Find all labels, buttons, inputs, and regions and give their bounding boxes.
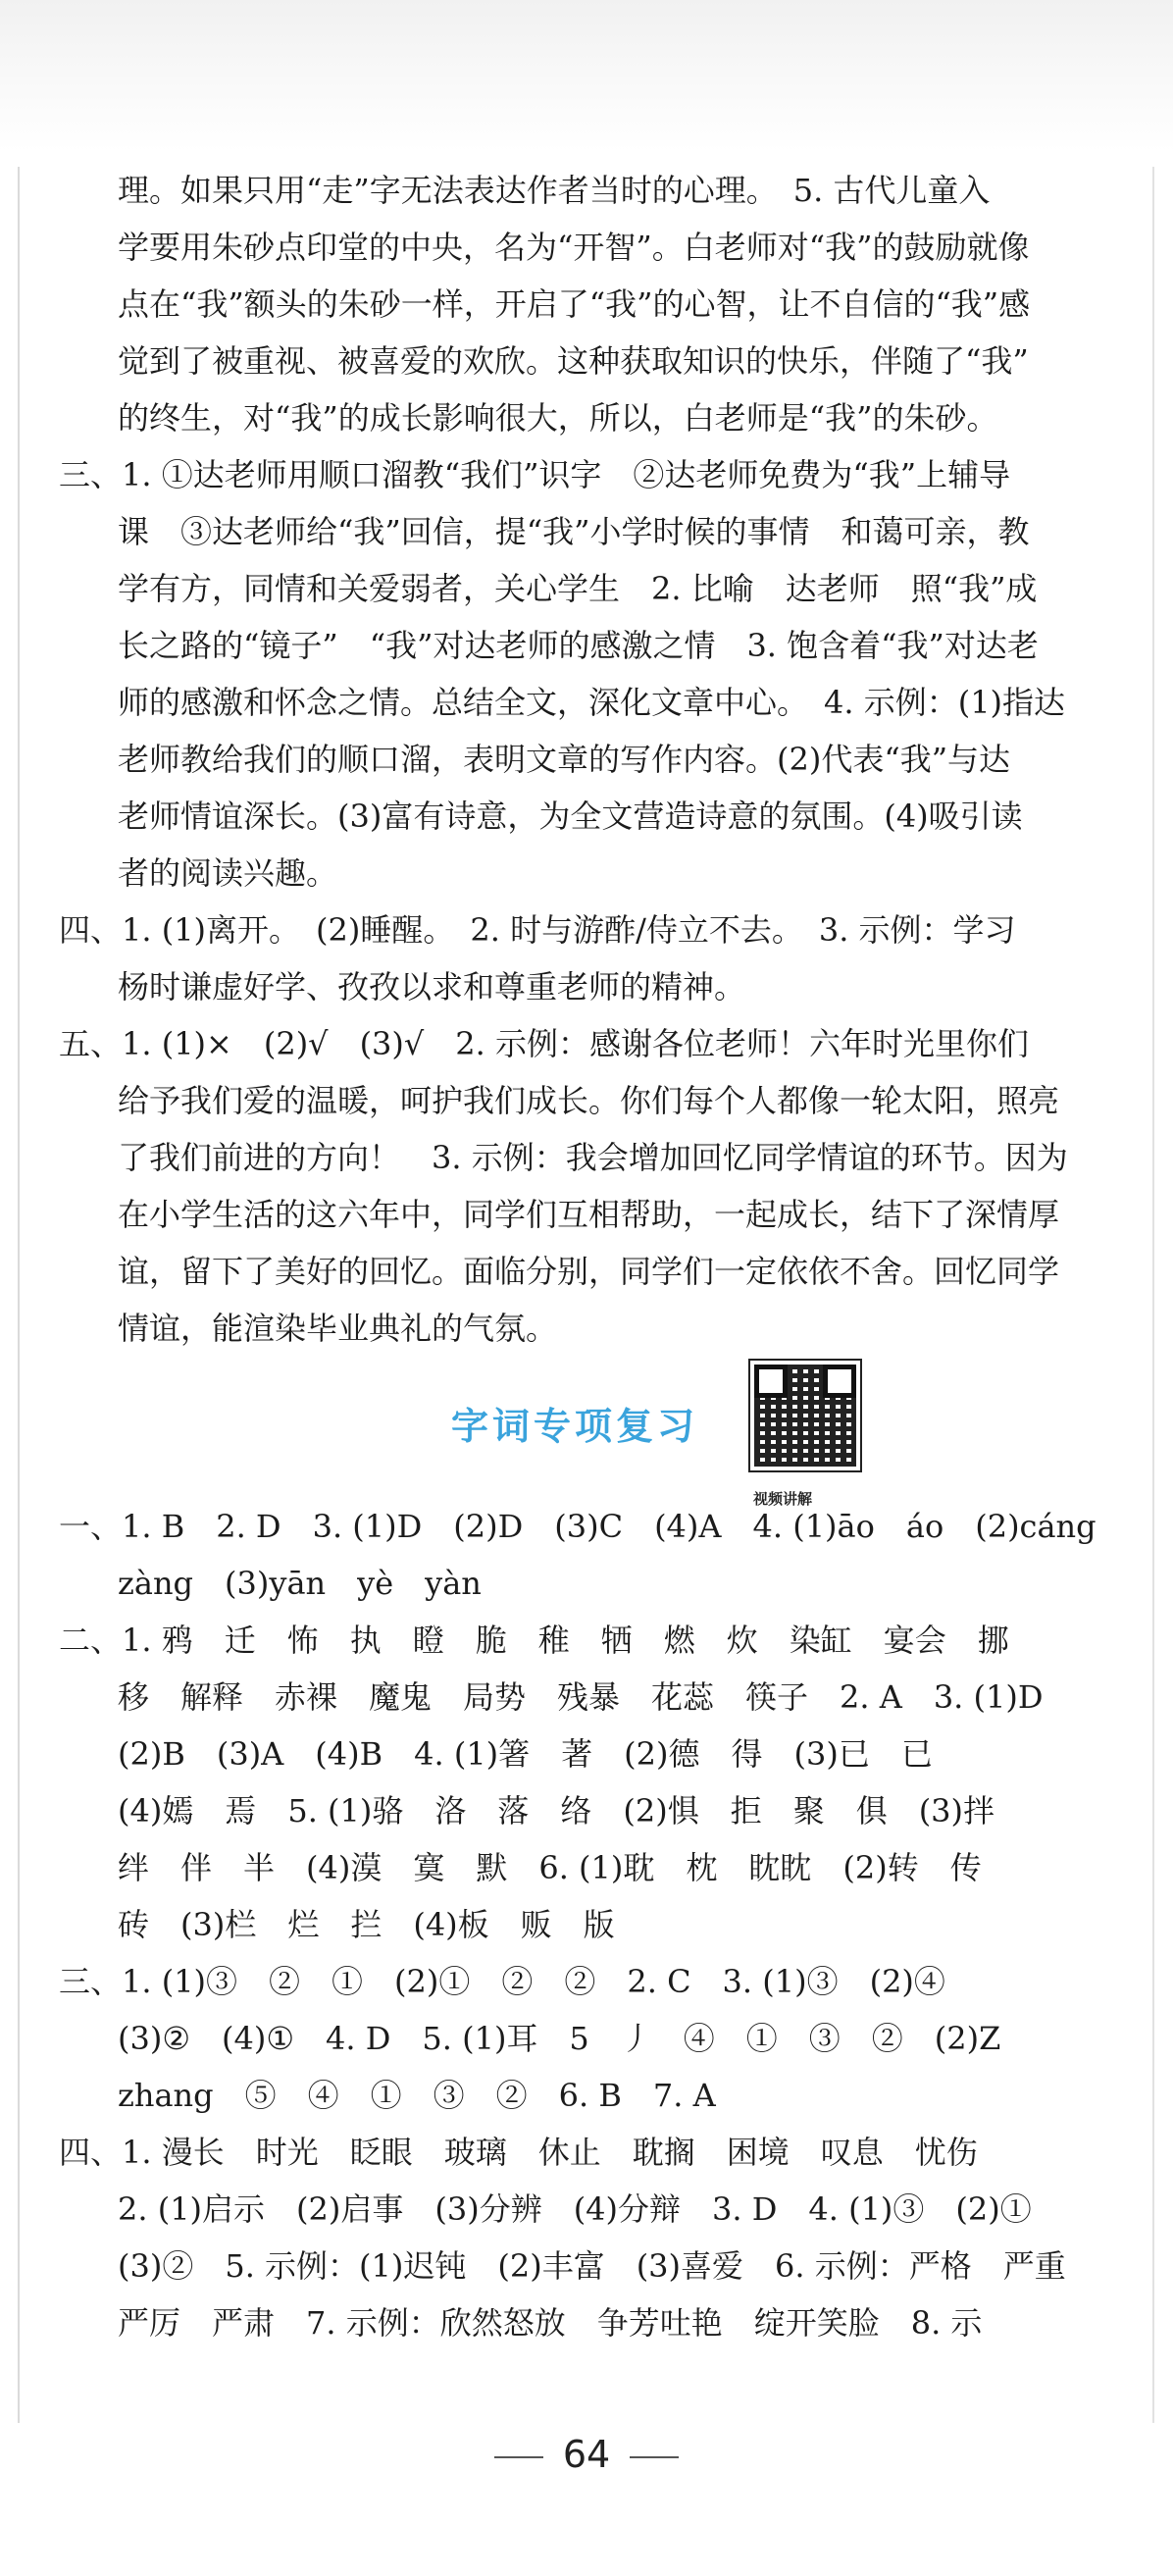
- text-line: 在小学生活的这六年中，同学们互相帮助，一起成长，结下了深情厚: [118, 1196, 1060, 1233]
- text-line: 绊 伴 半 (4)漠 寞 默 6. (1)耽 枕 眈眈 (2)转 传: [118, 1849, 982, 1886]
- text-line: zàng (3)yān yè yàn: [118, 1565, 482, 1602]
- text-line: 老师情谊深长。(3)富有诗意，为全文营造诗意的氛围。(4)吸引读: [118, 798, 1023, 835]
- section-header: [59, 1361, 1108, 1508]
- page-left-edge: [18, 167, 20, 2423]
- footer-dash-left: [494, 2456, 543, 2458]
- text-line: 师的感激和怀念之情。总结全文，深化文章中心。 4. 示例：(1)指达: [118, 684, 1066, 721]
- text-line: 情谊，能渲染毕业典礼的气氛。: [118, 1310, 558, 1347]
- text-line: (2)B (3)A (4)B 4. (1)箸 著 (2)德 得 (3)已 已: [118, 1735, 933, 1773]
- text-line: (3)② (4)① 4. D 5. (1)耳 5 丿 ④ ① ③ ② (2)Z: [118, 2020, 1001, 2057]
- text-line: zhang ⑤ ④ ① ③ ② 6. B 7. A: [118, 2077, 716, 2114]
- text-line: 了我们前进的方向！ 3. 示例：我会增加回忆同学情谊的环节。因为: [118, 1139, 1068, 1176]
- section-line: 五、1. (1)× (2)√ (3)√ 2. 示例：感谢各位老师！六年时光里你们: [59, 1025, 1029, 1062]
- text-line: 学要用朱砂点印堂的中央，名为“开智”。白老师对“我”的鼓励就像: [118, 229, 1030, 266]
- page-top-band: [0, 0, 1173, 152]
- text-line: 点在“我”额头的朱砂一样，开启了“我”的心智，让不自信的“我”感: [118, 285, 1031, 323]
- text-line: 觉到了被重视、被喜爱的欢欣。这种获取知识的快乐，伴随了“我”: [118, 342, 1029, 380]
- text-line: 严厉 严肃 7. 示例：欣然怒放 争芳吐艳 绽开笑脸 8. 示: [118, 2304, 983, 2342]
- text-line: 移 解释 赤裸 魔鬼 局势 残暴 花蕊 筷子 2. A 3. (1)D: [118, 1678, 1044, 1716]
- qr-code-icon[interactable]: [750, 1361, 860, 1470]
- section-line: 三、1. ①达老师用顺口溜教“我们”识字 ②达老师免费为“我”上辅导: [59, 456, 1011, 493]
- section-line: 一、1. B 2. D 3. (1)D (2)D (3)C (4)A 4. (1)āo áo (2)cáng: [59, 1508, 1096, 1545]
- qr-label: 视频讲解: [753, 1490, 813, 1508]
- text-line: (3)② 5. 示例：(1)迟钝 (2)丰富 (3)喜爱 6. 示例：严格 严重: [118, 2247, 1066, 2285]
- text-line: 理。如果只用“走”字无法表达作者当时的心理。 5. 古代儿童入: [118, 172, 991, 209]
- section-line: 四、1. 漫长 时光 眨眼 玻璃 休止 耽搁 困境 叹息 忧伤: [59, 2134, 978, 2171]
- section-line: 四、1. (1)离开。 (2)睡醒。 2. 时与游酢/侍立不去。 3. 示例：学习: [59, 911, 1016, 949]
- page-number: 64: [562, 2433, 611, 2476]
- text-line: 杨时谦虚好学、孜孜以求和尊重老师的精神。: [118, 968, 746, 1005]
- footer-dash-right: [630, 2456, 679, 2458]
- section-line: 三、1. (1)③ ② ① (2)① ② ② 2. C 3. (1)③ (2)④: [59, 1963, 945, 2000]
- section-line: 二、1. 鸦 迁 怖 执 瞪 脆 稚 牺 燃 炊 染缸 宴会 挪: [59, 1622, 1009, 1659]
- text-line: 长之路的“镜子” “我”对达老师的感激之情 3. 饱含着“我”对达老: [118, 627, 1039, 664]
- text-line: (4)嫣 焉 5. (1)骆 洛 落 络 (2)惧 拒 聚 俱 (3)拌: [118, 1792, 995, 1829]
- text-line: 砖 (3)栏 烂 拦 (4)板 贩 版: [118, 1906, 615, 1943]
- text-line: 给予我们爱的温暖，呵护我们成长。你们每个人都像一轮太阳，照亮: [118, 1082, 1060, 1119]
- text-line: 老师教给我们的顺口溜，表明文章的写作内容。(2)代表“我”与达: [118, 741, 1011, 778]
- text-line: 2. (1)启示 (2)启事 (3)分辨 (4)分辩 3. D 4. (1)③ (2)①: [118, 2190, 1032, 2228]
- page-footer: [0, 2433, 1173, 2476]
- section-title: 字词专项复习: [451, 1405, 699, 1448]
- text-line: 的终生，对“我”的成长影响很大，所以，白老师是“我”的朱砂。: [118, 399, 998, 437]
- text-line: 课 ③达老师给“我”回信，提“我”小学时候的事情 和蔼可亲，教: [118, 513, 1030, 550]
- page-right-edge: [1152, 167, 1154, 2423]
- text-line: 者的阅读兴趣。: [118, 854, 338, 892]
- text-line: 学有方，同情和关爱弱者，关心学生 2. 比喻 达老师 照“我”成: [118, 570, 1038, 607]
- text-line: 谊，留下了美好的回忆。面临分别，同学们一定依依不舍。回忆同学: [118, 1253, 1060, 1290]
- answer-content: [59, 162, 1108, 2351]
